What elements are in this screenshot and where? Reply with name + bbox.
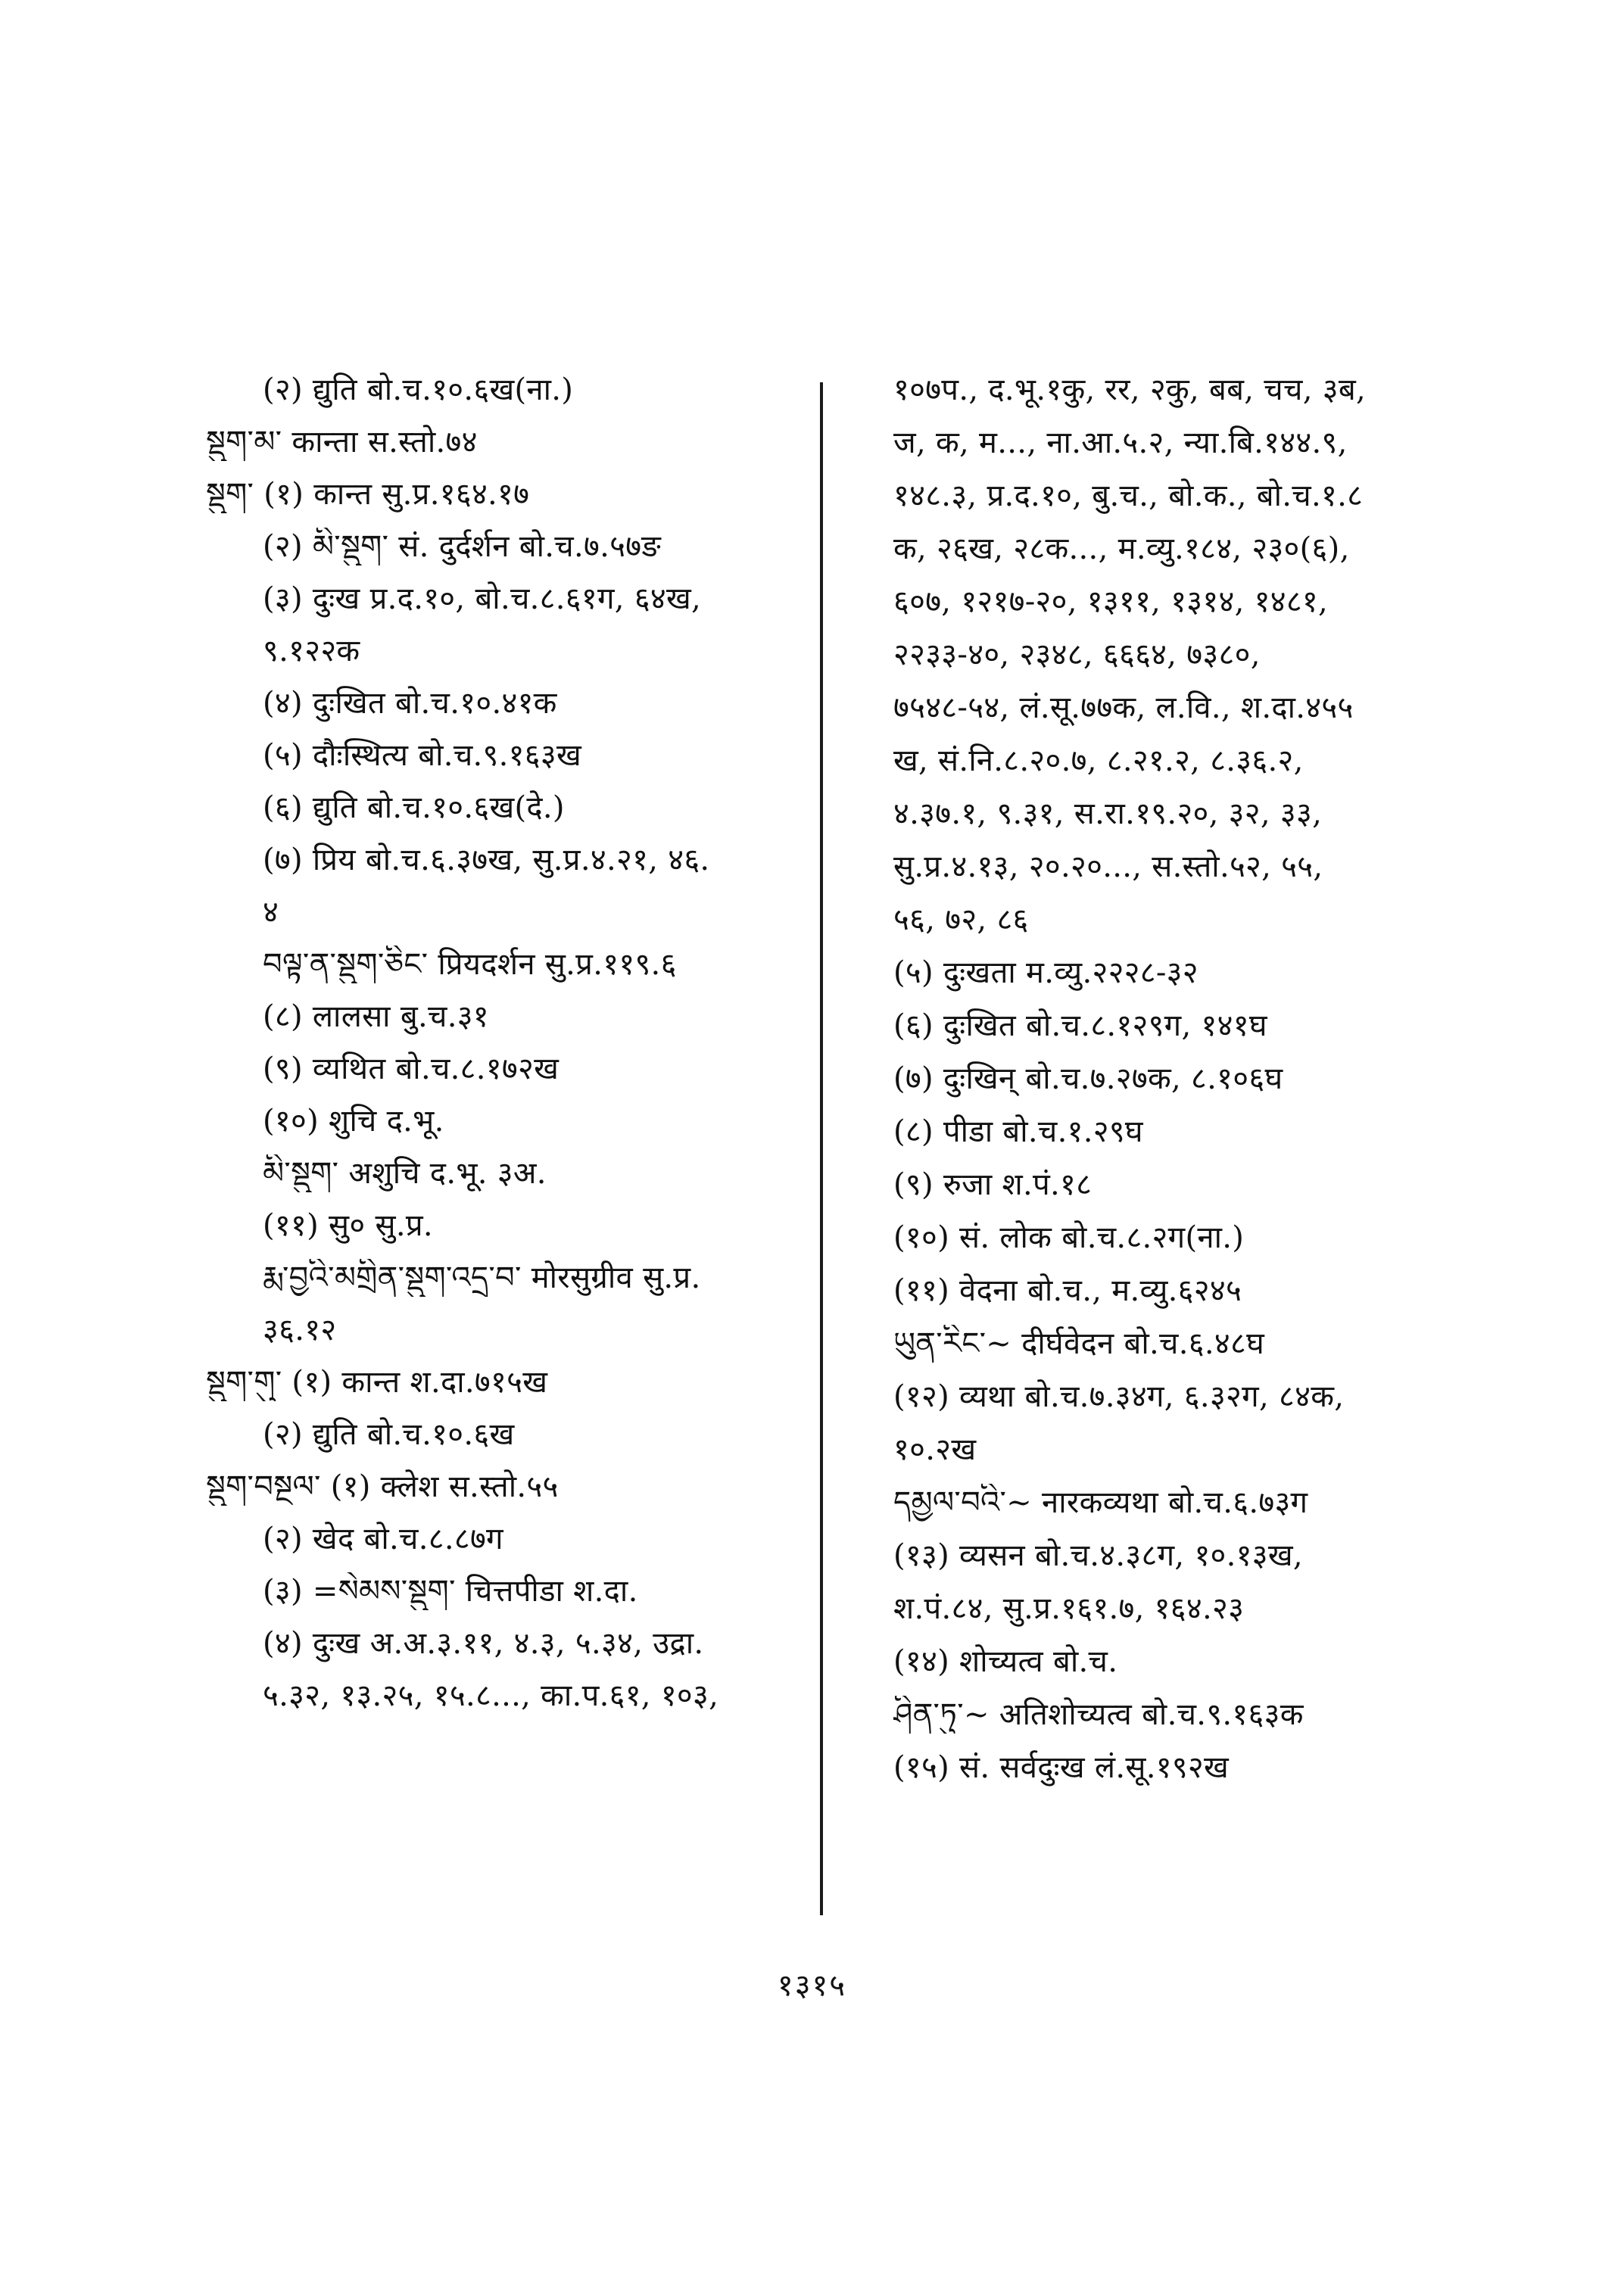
- entry-line: (१०) शुचि द.भू.: [263, 1104, 444, 1139]
- entry-line: सु.प्र.४.१३, २०.२०..., स.स्तो.५२, ५५,: [893, 849, 1323, 884]
- entry-line: དམྱལ་བའི་~ नारकव्यथा बो.च.६.७३ग: [893, 1485, 1308, 1520]
- entry-line: श.पं.८४, सु.प्र.१६१.७, १६४.२३: [893, 1591, 1245, 1626]
- entry-line: བལྟ་ན་སྡུག་ཅིང་ प्रियदर्शन सु.प्र.११९.६: [263, 947, 677, 982]
- entry-line: ९.१२२क: [263, 634, 360, 668]
- headword-line: སྡུག་བསྔལ་ (१) क्लेश स.स्तो.५५: [206, 1469, 559, 1504]
- entry-line: ज, क, म..., ना.आ.५.२, न्या.बि.१४४.९,: [893, 425, 1348, 460]
- column-divider: [820, 382, 823, 1915]
- entry-line: (१५) सं. सर्वदुःख लं.सू.१९२ख: [893, 1750, 1230, 1785]
- entry-line: १४८.३, प्र.द.१०, बु.च., बो.क., बो.च.१.८: [893, 478, 1364, 513]
- entry-line: (६) दुःखित बो.च.८.१२९ग, १४१घ: [893, 1008, 1267, 1043]
- entry-line: (८) पीडा बो.च.१.२९घ: [893, 1114, 1143, 1149]
- entry-line: (९) रुजा श.पं.१८: [893, 1167, 1093, 1202]
- entry-line: (२) खेद बो.च.८.८७ग: [263, 1522, 503, 1556]
- entry-line: (१२) व्यथा बो.च.७.३४ग, ६.३२ग, ८४क,: [893, 1379, 1345, 1414]
- entry-line: མི་སྡུག་ अशुचि द.भू. ३अ.: [263, 1156, 547, 1191]
- entry-line: (७) प्रिय बो.च.६.३७ख, सु.प्र.४.२१, ४६.: [263, 843, 710, 877]
- entry-line: ५.३२, १३.२५, १५.८..., का.प.६१, १०३,: [263, 1678, 719, 1713]
- entry-line: (६) द्युति बो.च.१०.६ख(दे.): [263, 790, 565, 825]
- entry-line: (५) दौःस्थित्य बो.च.९.१६३ख: [263, 738, 581, 773]
- headword-line: སྡུག་གུ་ (१) कान्त श.दा.७१५ख: [206, 1365, 548, 1400]
- entry-line: ४.३७.१, ९.३१, स.रा.१९.२०, ३२, ३३,: [893, 796, 1323, 831]
- entry-line: (२) द्युति बो.च.१०.६ख: [263, 1417, 515, 1452]
- entry-line: (११) वेदना बो.च., म.व्यु.६२४५: [893, 1273, 1242, 1308]
- entry-line: (३) =སེམས་སྡུག་ चित्तपीडा श.दा.: [263, 1574, 638, 1609]
- entry-line: (१४) शोच्यत्व बो.च.: [893, 1644, 1118, 1679]
- entry-line: (४) दुःख अ.अ.३.११, ४.३, ५.३४, उद्रा.: [263, 1626, 704, 1661]
- entry-line: ३६.१२: [263, 1313, 337, 1347]
- entry-line: (२) མི་སྡུག་ सं. दुर्दर्शन बो.च.७.५७ङ: [263, 529, 662, 564]
- page-number: १३१५: [777, 1968, 847, 2003]
- headword-line: སྡུག་ (१) कान्त सु.प्र.१६४.१७: [206, 477, 530, 512]
- entry-line: (३) दुःख प्र.द.१०, बो.च.८.६१ग, ६४ख,: [263, 581, 702, 616]
- entry-line: ६०७, १२१७-२०, १३११, १३१४, १४८१,: [893, 584, 1329, 619]
- entry-line: १०७प., द.भू.१कु, रर, २कु, बब, चच, ३ब,: [893, 372, 1366, 407]
- entry-line: ཡུན་རིང་~ दीर्घवेदन बो.च.६.४८घ: [893, 1326, 1265, 1361]
- entry-line: ཤིན་ཏུ་~ अतिशोच्यत्व बो.च.९.१६३क: [893, 1697, 1304, 1732]
- entry-line: ७५४८-५४, लं.सू.७७क, ल.वि., श.दा.४५५: [893, 690, 1354, 725]
- entry-line: (१३) व्यसन बो.च.४.३८ग, १०.१३ख,: [893, 1538, 1303, 1573]
- entry-line: (५) दुःखता म.व्यु.२२२८-३२: [893, 955, 1199, 990]
- entry-line: (४) दुःखित बो.च.१०.४१क: [263, 686, 557, 721]
- entry-line: (१०) सं. लोक बो.च.८.२ग(ना.): [893, 1220, 1245, 1255]
- entry-line: རྨ་བྱའི་མགྲིན་སྡུག་འདྲ་བ་ मोरसुग्रीव सु.प्र.: [263, 1260, 701, 1295]
- entry-line: ख, सं.नि.८.२०.७, ८.२१.२, ८.३६.२,: [893, 743, 1304, 778]
- entry-line: ५६, ७२, ८६: [893, 902, 1029, 937]
- entry-line: (२) द्युति बो.च.१०.६ख(ना.): [263, 372, 574, 407]
- entry-line: १०.२ख: [893, 1432, 977, 1467]
- entry-line: २२३३-४०, २३४८, ६६६४, ७३८०,: [893, 637, 1261, 672]
- entry-line: (११) सु० सु.प्र.: [263, 1208, 433, 1243]
- entry-line: (८) लालसा बु.च.३१: [263, 999, 489, 1034]
- left-column: [206, 371, 812, 1729]
- entry-line: ४: [263, 895, 279, 930]
- entry-line: (७) दुःखिन् बो.च.७.२७क, ८.१०६घ: [893, 1061, 1283, 1096]
- right-column: [893, 371, 1484, 1802]
- entry-line: क, २६ख, २८क..., म.व्यु.१८४, २३०(६),: [893, 531, 1350, 566]
- entry-line: (९) व्यथित बो.च.८.१७२ख: [263, 1051, 560, 1086]
- headword-line: སྡུག་མ་ कान्ता स.स्तो.७४: [206, 425, 478, 460]
